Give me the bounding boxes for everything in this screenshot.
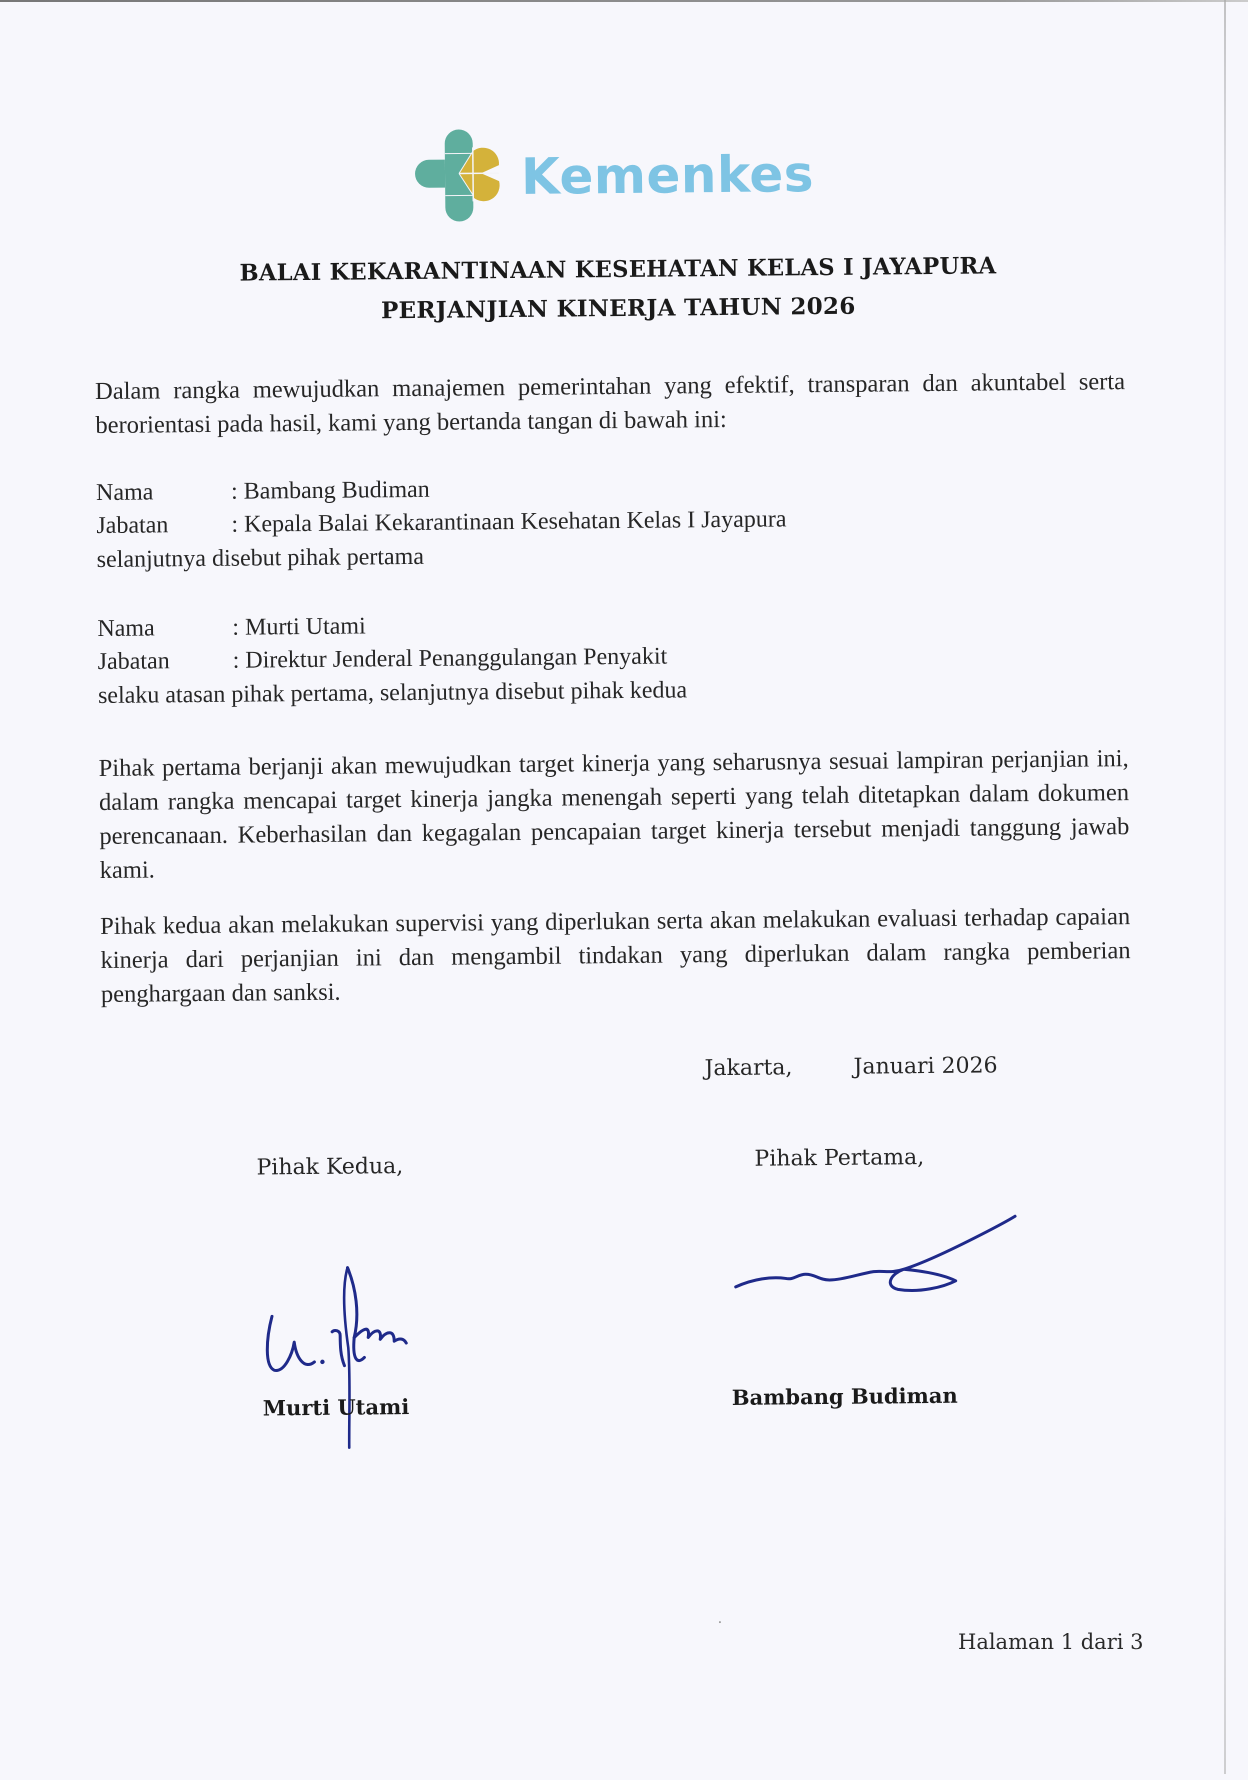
party-one-designation: selanjutnya disebut pihak pertama bbox=[97, 544, 424, 574]
commitment-paragraph: Pihak pertama berjanji akan mewujudkan target kinerja yang seharusnya sesuai lampiran perjanjian ini, dalam rangka mencapai target kinerja jangka menengah seperti yang telah ditetapkan dalam dokumen perencanaan. Keberhasilan dan kegagalan pencapaian target kinerja tersebut menjadi tanggung jawab kami. bbox=[99, 742, 1130, 888]
party-two-position-label: Jabatan bbox=[98, 648, 233, 676]
party-one-position-value: : Kepala Balai Kekarantinaan Kesehatan Kelas I Jayapura bbox=[231, 506, 786, 538]
institution-title: BALAI KEKARANTINAAN KESEHATAN KELAS I JAYAPURA bbox=[6, 250, 1229, 289]
logo-brand-text: Kemenkes bbox=[521, 145, 815, 206]
document-title: PERJANJIAN KINERJA TAHUN 2026 bbox=[0, 289, 1242, 328]
party-two-position-row bbox=[98, 644, 668, 676]
left-role-label: Pihak Kedua, bbox=[256, 1154, 403, 1180]
party-one-name-label: Nama bbox=[96, 479, 231, 507]
left-signatory-name: Murti Utami bbox=[263, 1394, 410, 1420]
party-two-name-row bbox=[97, 613, 366, 643]
signing-place: Jakarta, bbox=[705, 1055, 793, 1081]
party-two-name-label: Nama bbox=[97, 615, 232, 643]
kemenkes-logo-icon bbox=[415, 129, 508, 222]
intro-paragraph: Dalam rangka mewujudkan manajemen pemerintahan yang efektif, transparan dan akuntabel serta berorientasi pada hasil, kami yang bertanda tangan di bawah ini: bbox=[95, 365, 1126, 443]
left-signature bbox=[243, 1257, 465, 1459]
scan-speck bbox=[719, 1621, 721, 1623]
party-two-designation: selaku atasan pihak pertama, selanjutnya disebut pihak kedua bbox=[98, 677, 687, 710]
party-one-position-label: Jabatan bbox=[96, 512, 231, 540]
supervision-paragraph: Pihak kedua akan melakukan supervisi yang diperlukan serta akan melakukan evaluasi terhadap capaian kinerja dari perjanjian ini dan mengambil tindakan yang diperlukan dalam rangka pemberian penghargaan dan sanksi. bbox=[100, 900, 1131, 1012]
right-signatory-name: Bambang Budiman bbox=[732, 1383, 958, 1410]
party-two-name-value: : Murti Utami bbox=[232, 613, 366, 641]
signing-date: Januari 2026 bbox=[853, 1053, 997, 1079]
right-role-label: Pihak Pertama, bbox=[754, 1145, 924, 1172]
party-one-position-row bbox=[96, 506, 786, 540]
page-indicator: Halaman 1 dari 3 bbox=[958, 1630, 1144, 1654]
party-one-name-row bbox=[96, 477, 430, 507]
right-signature bbox=[723, 1206, 1054, 1309]
party-one-name-value: : Bambang Budiman bbox=[231, 477, 430, 506]
party-two-position-value: : Direktur Jenderal Penanggulangan Penyakit bbox=[233, 644, 668, 675]
kemenkes-logo bbox=[415, 126, 815, 222]
